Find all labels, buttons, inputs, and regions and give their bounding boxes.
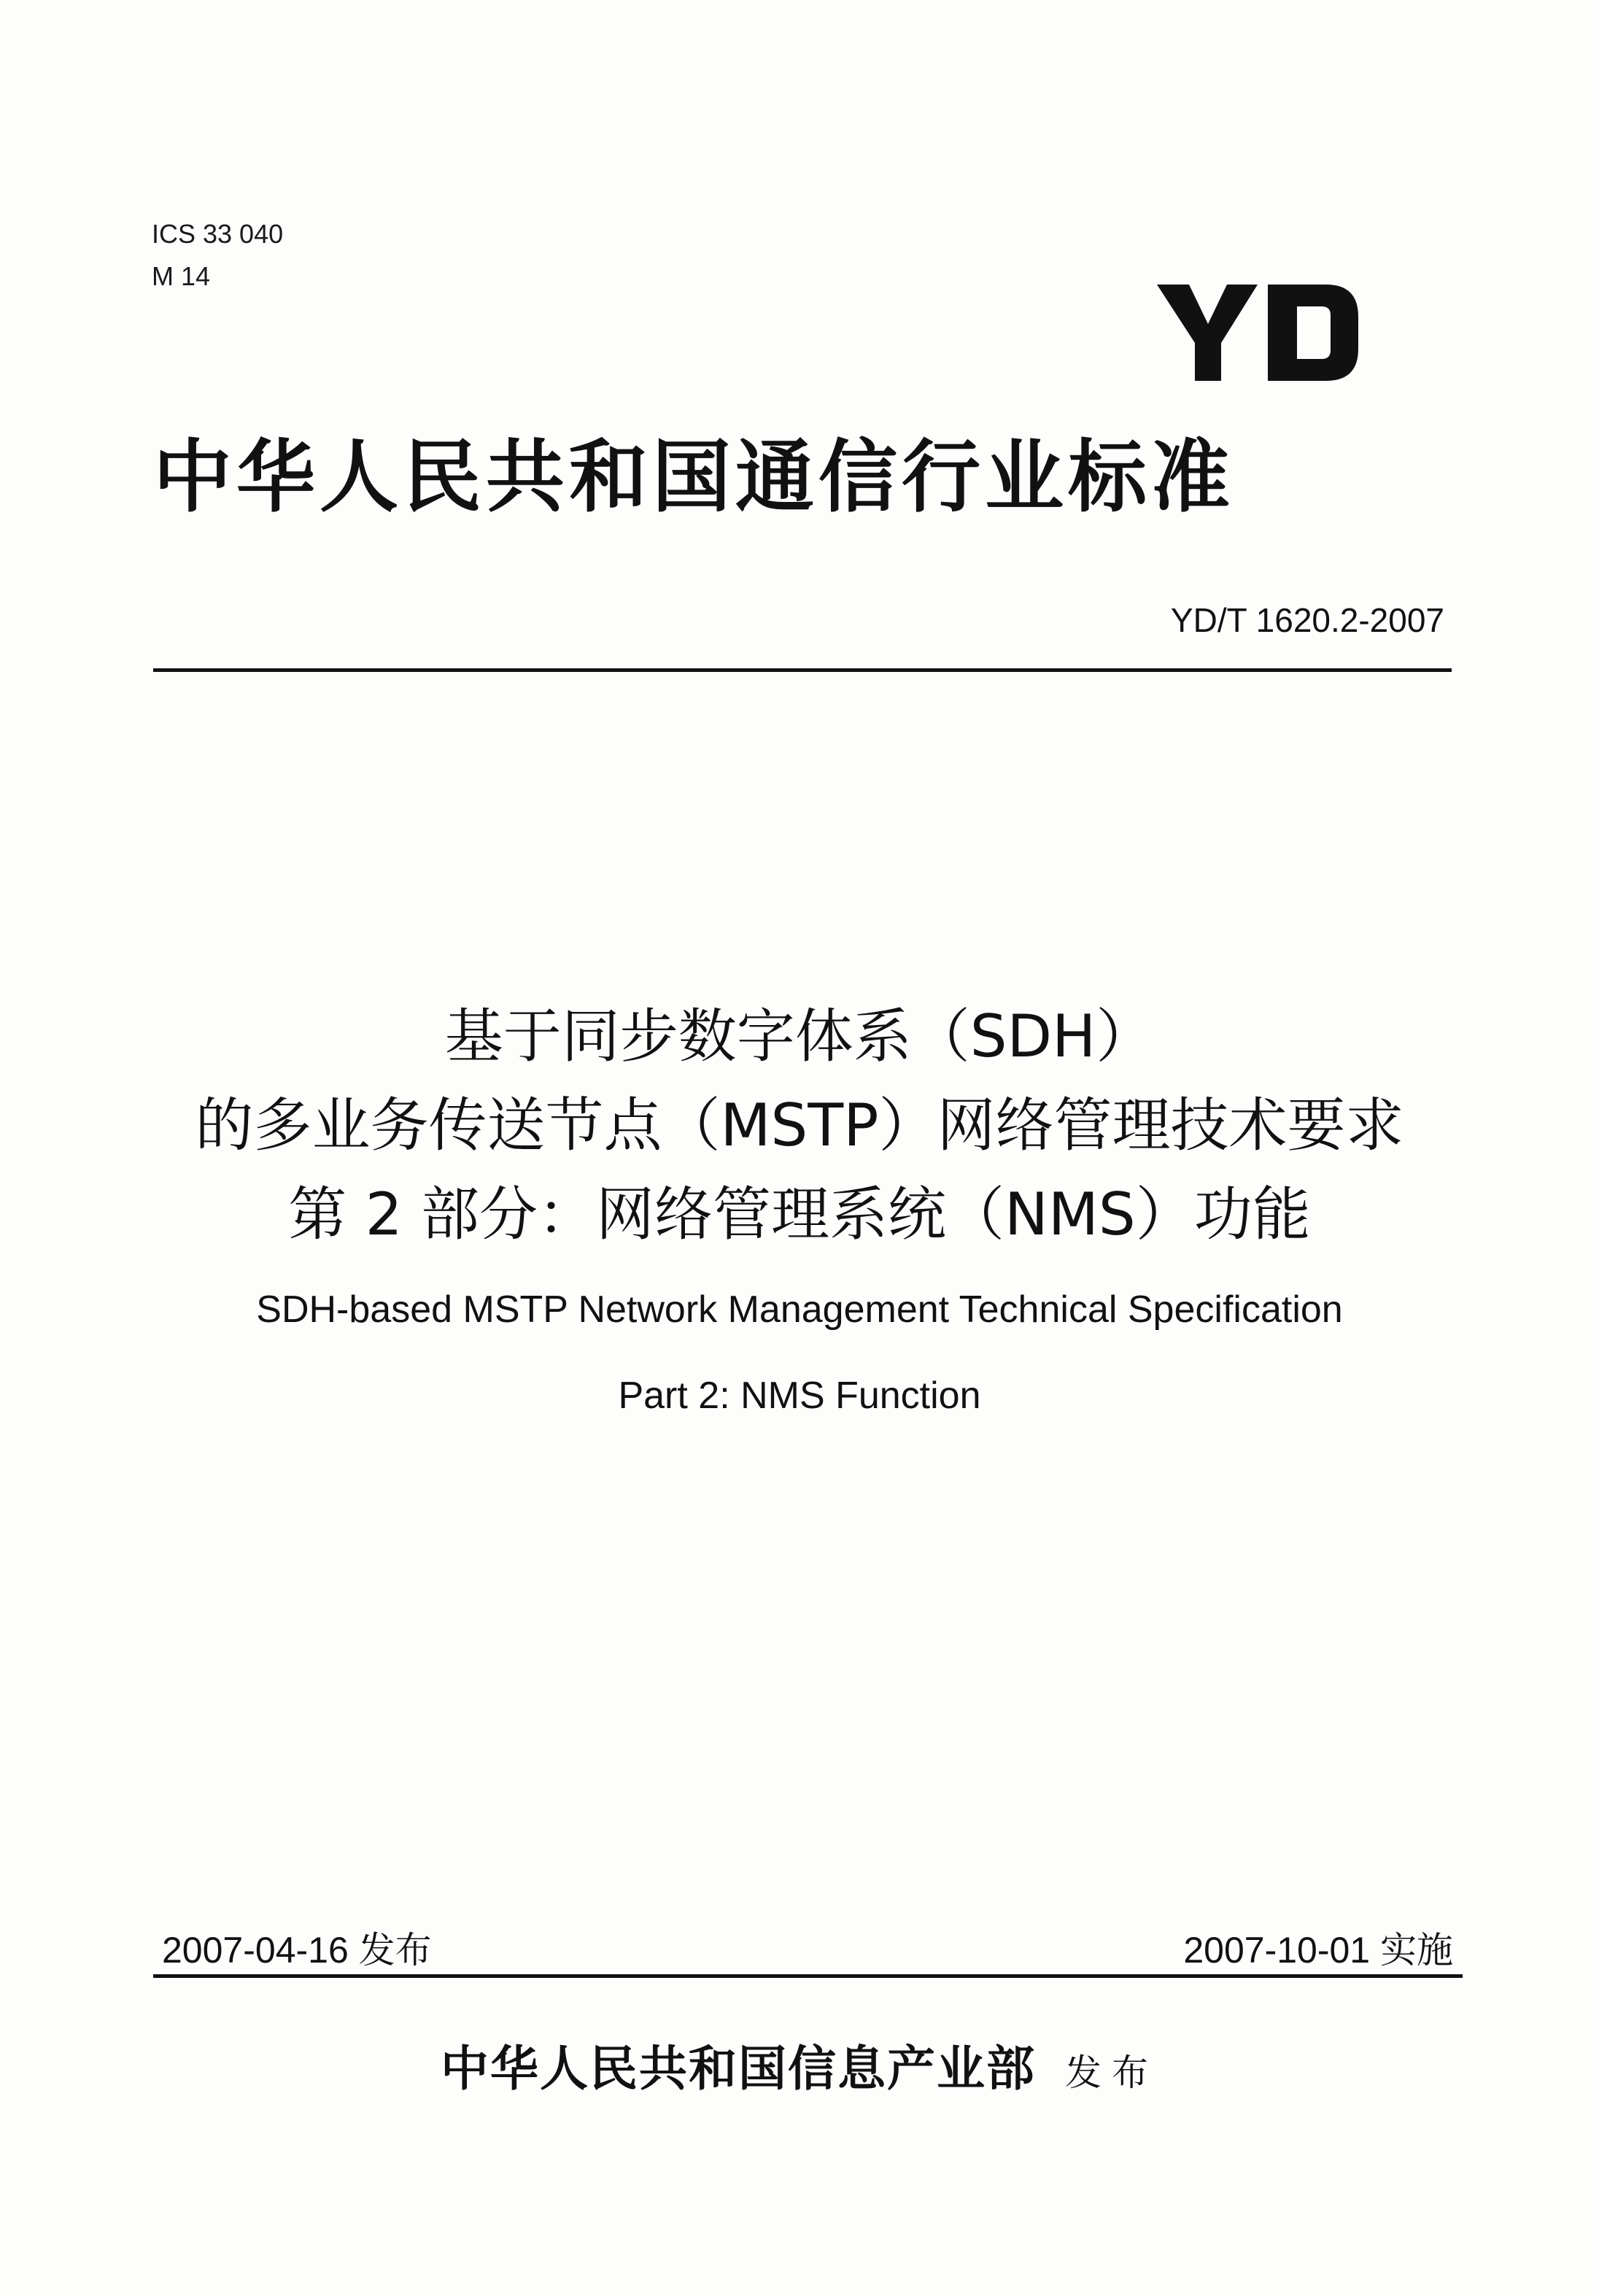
- chinese-title: [0, 992, 1599, 1259]
- ccs-code: M 14: [152, 261, 211, 291]
- implementation-date: 2007-10-01 实施: [1183, 1930, 1453, 1971]
- chinese-title-line-2: 的多业务传送节点（MSTP）网络管理技术要求: [195, 1091, 1404, 1159]
- english-title-line-2: Part 2: NMS Function: [618, 1375, 981, 1417]
- issue-action: 发布: [1065, 2052, 1158, 2094]
- chinese-title-line-1: 基于同步数字体系（SDH）: [444, 1002, 1155, 1070]
- standard-type-heading: 中华人民共和国通信行业标准: [153, 432, 1235, 523]
- yd-logo: [1157, 282, 1361, 384]
- classification-codes: [152, 213, 283, 298]
- english-title-line-1: SDH-based MSTP Network Management Technical Specification: [256, 1288, 1343, 1331]
- issuer-line: [0, 2036, 1599, 2106]
- bottom-divider: [153, 1974, 1463, 1978]
- standard-number: YD/T 1620.2-2007: [1170, 601, 1444, 639]
- chinese-title-line-3: 第 2 部分：网络管理系统（NMS）功能: [288, 1180, 1311, 1248]
- issuing-organization: 中华人民共和国信息产业部: [441, 2040, 1036, 2097]
- ics-code: ICS 33 040: [152, 219, 284, 249]
- publish-date: 2007-04-16 发布: [162, 1930, 432, 1971]
- top-divider: [153, 668, 1452, 672]
